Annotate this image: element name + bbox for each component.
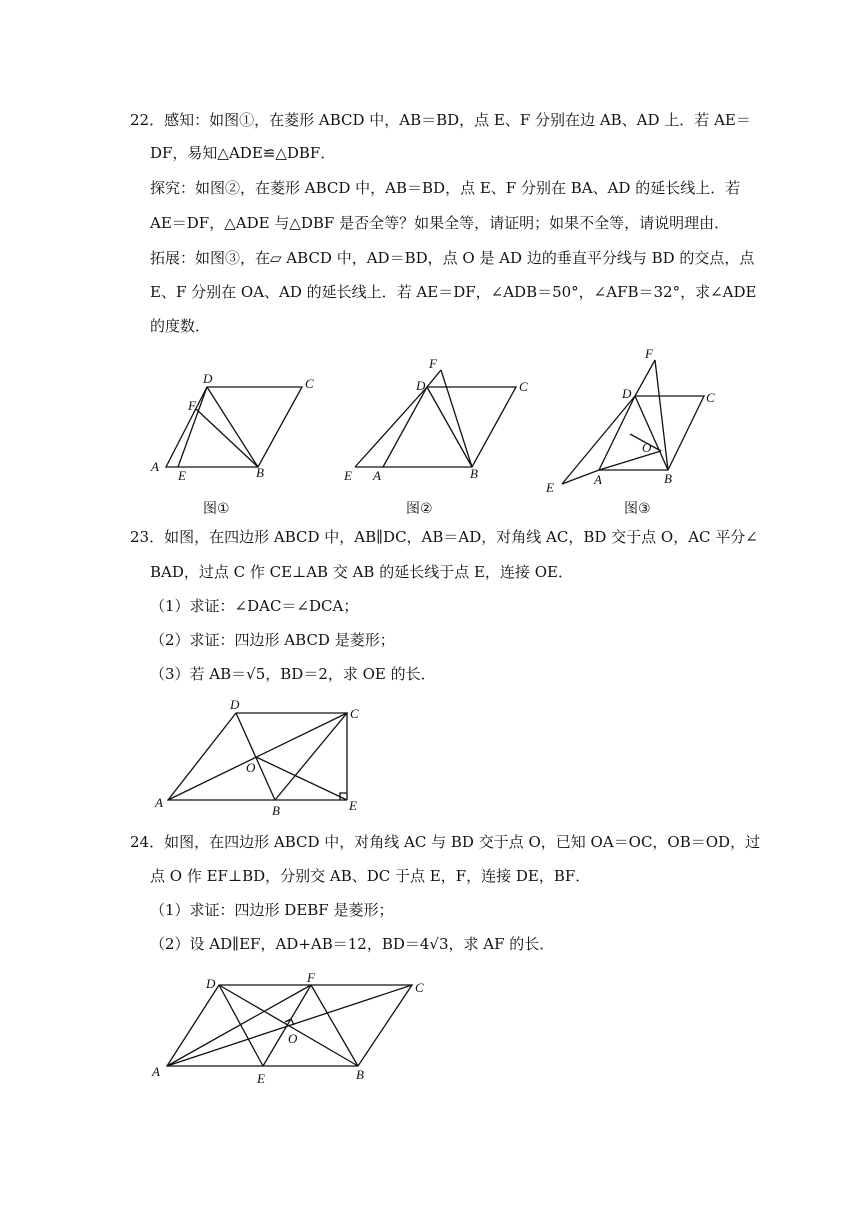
fig3-caption: 图③ [624,501,651,517]
fig2-caption: 图② [406,501,433,517]
q23-line-2: BAD，过点 C 作 CE⊥AB 交 AB 的延长线于点 E，连接 OE． [150,563,573,581]
fig1-label-d: D [203,371,213,386]
q24-line-1: 24．如图，在四边形 ABCD 中，对角线 AC 与 BD 交于点 O，已知 OA＝OC，OB＝OD，过 [130,833,761,851]
fig1-label-a: A [151,459,159,474]
fig1-label-f: F [188,398,196,413]
fig3-label-o: O [642,440,652,455]
q24-label-o: O [288,1031,298,1046]
q22-line-5: 拓展：如图③，在▱ ABCD 中，AD＝BD，点 O 是 AD 边的垂直平分线与 BD 的交点，点 [150,249,755,267]
fig3-label-f: F [645,346,653,361]
fig1-label-b: B [256,465,264,480]
fig3-label-c: C [706,390,715,405]
q23-label-c: C [350,706,359,721]
q24-label-a: A [152,1064,160,1079]
q24-line-4: （2）设 AD∥EF，AD+AB＝12，BD＝4√3，求 AF 的长． [150,935,555,953]
q23-line-3: （1）求证：∠DAC＝∠DCA； [150,597,359,615]
q24-line-3: （1）求证：四边形 DEBF 是菱形； [150,901,394,919]
fig3-label-d: D [622,386,632,401]
q23-label-o: O [246,760,256,775]
fig3-label-e: E [546,480,554,495]
fig1-label-e: E [178,468,186,483]
q24-label-e: E [257,1071,265,1086]
q22-line-3: 探究：如图②，在菱形 ABCD 中，AB＝BD，点 E、F 分别在 BA、AD 的延长线上．若 [150,179,741,197]
q23-line-1: 23．如图，在四边形 ABCD 中，AB∥DC，AB＝AD，对角线 AC，BD 交于点 O，AC 平分∠ [130,528,758,546]
q24-segment-ef [263,985,311,1066]
q22-line-2: DF，易知△ADE≌△DBF． [150,144,336,162]
fig2-label-a: A [373,468,381,483]
q22-line-7: 的度数． [150,317,211,335]
q24-label-b: B [356,1067,364,1082]
fig1-caption: 图① [203,501,230,517]
fig3-label-b: B [664,471,672,486]
fig3-label-a: A [594,472,602,487]
q24-line-2: 点 O 作 EF⊥BD，分别交 AB、DC 于点 E，F，连接 DE，BF． [150,867,591,885]
q23-line-5: （3）若 AB＝√5，BD＝2，求 OE 的长． [150,665,436,683]
fig2-label-b: B [470,466,478,481]
q22-line-4: AE＝DF，△ADE 与△DBF 是否全等？如果全等，请证明；如果不全等，请说明理由． [150,214,730,232]
fig1-label-c: C [305,376,314,391]
q22-line-6: E、F 分别在 OA、AD 的延长线上．若 AE＝DF，∠ADB＝50°，∠AFB＝32°，求∠ADE [150,283,757,301]
fig2-label-e: E [344,468,352,483]
q23-label-a: A [155,795,163,810]
q23-label-d: D [230,697,240,712]
q24-label-d: D [206,976,216,991]
fig2-label-f: F [429,356,437,371]
q24-label-c: C [415,980,424,995]
q24-segment-fb [311,985,358,1066]
q24-label-f: F [307,970,315,985]
q23-label-e: E [349,798,357,813]
q22-line-1: 22．感知：如图①，在菱形 ABCD 中，AB＝BD，点 E、F 分别在边 AB、AD 上．若 AE＝ [130,111,751,129]
fig2-label-c: C [519,379,528,394]
fig2-label-d: D [416,378,426,393]
q23-label-b: B [272,803,280,818]
q23-line-4: （2）求证：四边形 ABCD 是菱形； [150,631,395,649]
